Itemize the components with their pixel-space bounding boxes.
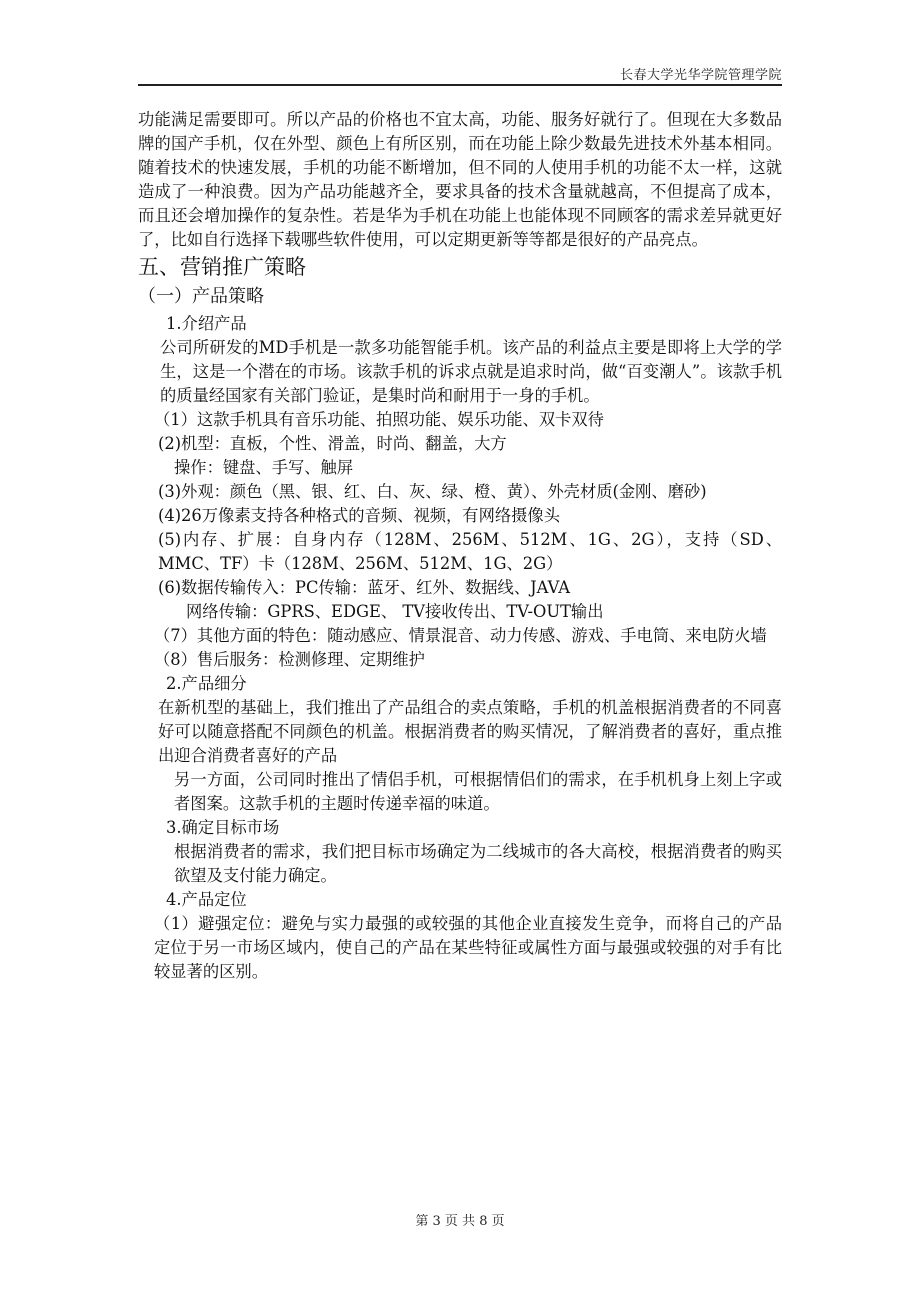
feature-line: 网络传输：GPRS、EDGE、 TV接收传出、TV-OUT输出 [186, 602, 604, 621]
section-title: 五、营销推广策略 [138, 255, 306, 279]
feature-line: （8）售后服务：检测修理、定期维护 [154, 650, 425, 669]
feature-line: （7）其他方面的特色：随动感应、情景混音、动力传感、游戏、手电筒、来电防火墙 [154, 626, 767, 645]
feature-line: (2)机型：直板，个性、滑盖，时尚、翻盖，大方 [158, 434, 507, 453]
subsection-title: （一）产品策略 [138, 286, 264, 307]
feature-line: (5)内存、扩展：自身内存（128M、256M、512M、1G、2G），支持（SD、MMC、TF）卡（128M、256M、512M、1G、2G） [158, 530, 782, 573]
item-heading-intro: 1.介绍产品 [166, 314, 247, 333]
segmentation-paragraph-2: 另一方面，公司同时推出了情侣手机，可根据情侣们的需求，在手机机身上刻上字或者图案。这款手机的主题时传递幸福的味道。 [174, 770, 782, 813]
feature-line: 操作：键盘、手写、触屏 [174, 458, 354, 477]
feature-line: (3)外观：颜色（黑、银、红、白、灰、绿、橙、黄）、外壳材质(金刚、磨砂) [158, 482, 707, 501]
page-header-institution: 长春大学光华学院管理学院 [619, 68, 782, 83]
target-market-paragraph: 根据消费者的需求，我们把目标市场确定为二线城市的各大高校，根据消费者的购买欲望及支付能力确定。 [174, 842, 782, 885]
feature-line: (6)数据传输传入：PC传输：蓝牙、红外、数据线、JAVA [158, 578, 570, 597]
feature-line: (4)26万像素支持各种格式的音频、视频，有网络摄像头 [158, 506, 560, 525]
intro-paragraph: 功能满足需要即可。所以产品的价格也不宜太高，功能、服务好就行了。但现在大多数品牌的国产手机，仅在外型、颜色上有所区别，而在功能上除少数最先进技术外基本相同。随着技术的快速发展，手机的功能不断增加，但不同的人使用手机的功能不太一样，这就造成了一种浪费。因为产品功能越齐全，要求具备的技术含量就越高，不但提高了成本，而且还会增加操作的复杂性。若是华为手机在功能上也能体现不同顾客的需求差异就更好了，比如自行选择下载哪些软件使用，可以定期更新等等都是很好的产品亮点。 [138, 110, 782, 249]
segmentation-paragraph: 在新机型的基础上，我们推出了产品组合的卖点策略，手机的机盖根据消费者的不同喜好可以随意搭配不同颜色的机盖。根据消费者的购买情况，了解消费者的喜好，重点推出迎合消费者喜好的产品 [158, 698, 782, 765]
item-heading-segmentation: 2.产品细分 [166, 674, 247, 693]
positioning-paragraph: （1）避强定位：避免与实力最强的或较强的其他企业直接发生竞争，而将自己的产品定位于另一市场区域内，使自己的产品在某些特征或属性方面与最强或较强的对手有比较显著的区别。 [154, 914, 782, 981]
item-heading-positioning: 4.产品定位 [166, 890, 247, 909]
document-body [138, 108, 782, 984]
page-number: 第 3 页 共 8 页 [415, 1214, 505, 1229]
feature-line: （1）这款手机具有音乐功能、拍照功能、娱乐功能、双卡双待 [154, 410, 604, 429]
item-heading-target-market: 3.确定目标市场 [166, 818, 280, 837]
header-divider [138, 84, 782, 86]
intro-product-paragraph: 公司所研发的MD手机是一款多功能智能手机。该产品的利益点主要是即将上大学的学生，这是一个潜在的市场。该款手机的诉求点就是追求时尚，做“百变潮人”。该款手机的质量经国家有关部门验证，是集时尚和耐用于一身的手机。 [160, 338, 782, 405]
